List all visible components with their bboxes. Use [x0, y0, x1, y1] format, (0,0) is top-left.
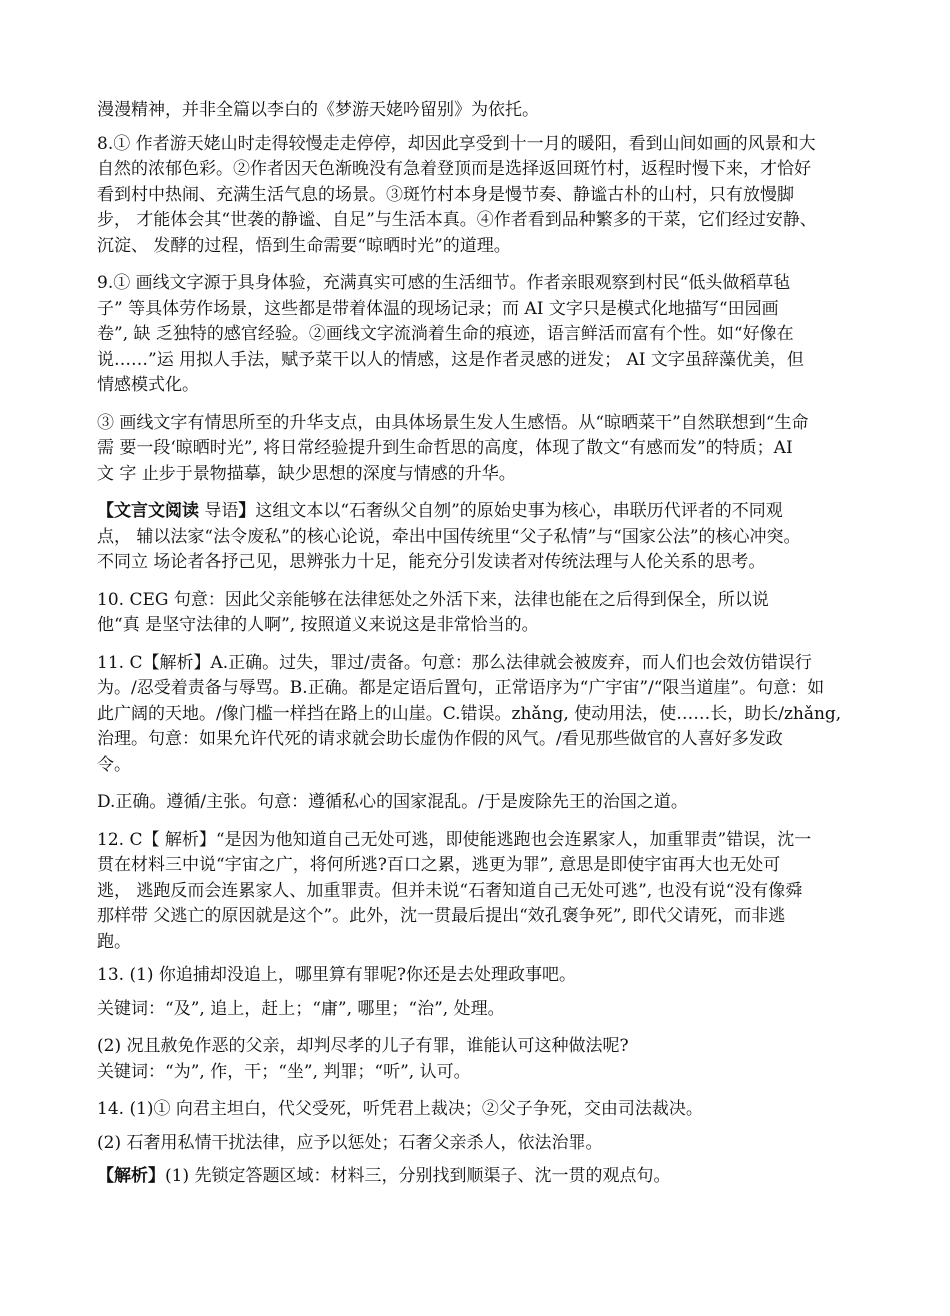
text-line: 子” 等具体劳作场景，这些都是带着体温的现场记录；而 AI 文字只是模式化地描写“田园画 — [97, 298, 779, 319]
text-line: 他“真 是坚守法律的人啊”, 按照道义来说这是非常恰当的。 — [97, 615, 539, 635]
text-line: 文 字 止步于景物描摹，缺少思想的深度与情感的升华。 — [97, 463, 516, 484]
text-line: 11. C【解析】A.正确。过失，罪过/责备。句意：那么法律就会被废弃，而人们也会效仿错误行 — [97, 652, 812, 673]
answer-9-part1 — [97, 271, 872, 399]
text-line — [97, 1164, 872, 1190]
text-line: (2) 况且赦免作恶的父亲，却判尽孝的儿子有罪，谁能认可这种做法呢? — [97, 1036, 629, 1056]
answer-11 — [97, 651, 872, 779]
text-line: 沉淀、 发酵的过程，悟到生命需要“晾晒时光”的道理。 — [97, 235, 511, 256]
section-heading-suffix: 导语 — [199, 501, 239, 521]
text-line: 步， 才能体会其“世袭的静谧、自足”与生活本真。④作者看到品种繁多的干菜，它们经过安静、 — [97, 210, 817, 230]
answer-10 — [97, 588, 872, 639]
text-line: 卷”, 缺 乏独特的感官经验。②画线文字流淌着生命的痕迹，语言鲜活而富有个性。如“好像在 — [97, 324, 794, 344]
text-line: 不同立 场论者各抒己见，思辨张力十足，能充分引发读者对传统法理与人伦关系的思考。 — [97, 552, 766, 572]
text-line: 8.① 作者游天姥山时走得较慢走走停停，却因此享受到十一月的暖阳，看到山间如画的风景和大 — [97, 133, 816, 154]
text-line: 12. C【 解析】“是因为他知道自己无处可逃，即使能逃跑也会连累家人，加重罪责”错误，沈一 — [97, 829, 812, 850]
text-line: 点， 辅以法家“法令废私”的核心论说，牵出中国传统里“父子私情”与“国家公法”的核心冲突。 — [97, 526, 801, 547]
section-heading-close: 】 — [238, 501, 256, 521]
answer-12 — [97, 828, 872, 956]
text-line: 看到村中热闹、充满生活气息的场景。③斑竹村本身是慢节奏、静谧古朴的山村，只有放慢脚 — [97, 184, 794, 205]
text-line — [97, 499, 872, 525]
text-line: 那样带 父逃亡的原因就是这个”。此外，沈一贯最后提出“效孔褒争死”, 即代父请死，而非逃 — [97, 906, 786, 926]
text-line: 需 要一段‘晾晒时光”, 将日常经验提升到生命哲思的高度，体现了散文“有感而发”的特质；AI — [97, 438, 793, 458]
answer-14-analysis — [97, 1164, 872, 1190]
answer-8 — [97, 132, 872, 260]
text-line: 自然的浓郁色彩。②作者因天色渐晚没有急着登顶而是选择返回斑竹村，返程时慢下来，才恰好 — [97, 159, 811, 179]
classical-reading-intro — [97, 499, 872, 576]
answer-14-1 — [97, 1097, 872, 1123]
answer-13-2 — [97, 1034, 872, 1085]
text-line: 13. (1) 你追捕却没追上，哪里算有罪呢?你还是去处理政事吧。 — [97, 965, 577, 985]
text-line: 逃， 逃跑反而会连累家人、加重罪责。但并未说“石奢知道自己无处可逃”, 也没有说“没有像舜 — [97, 880, 803, 901]
text-line: (1) 先锁定答题区域：材料三，分别找到顺渠子、沈一贯的观点句。 — [165, 1166, 671, 1186]
text-line: 漫漫精神，并非全篇以李白的《梦游天姥吟留别》为依托。 — [97, 100, 539, 120]
text-line: 说……”运 用拟人手法，赋予菜干以人的情感，这是作者灵感的迸发； AI 文字虽辞藻优美，但 — [97, 349, 804, 370]
text-line: (2) 石奢用私情干扰法律，应予以惩处；石奢父亲杀人，依法治罪。 — [97, 1132, 603, 1153]
answer-13-keywords-1 — [97, 997, 872, 1023]
section-heading: 【文言文阅读 — [97, 501, 199, 521]
text-line: 14. (1)① 向君主坦白，代父受死，听凭君上裁决；②父子争死，交由司法裁决。 — [97, 1099, 703, 1119]
text-line: 9.① 画线文字源于具身体验，充满真实可感的生活细节。作者亲眼观察到村民“低头做稻草毡 — [97, 273, 791, 293]
text-line: 为。/忍受着责备与辱骂。B.正确。都是定语后置句，正常语序为“广宇宙”/“限当道崖”。句意：如 — [97, 678, 825, 698]
text-line: 关键词：“为”, 作，干；“坐”, 判罪；“听”, 认可。 — [97, 1061, 471, 1082]
text-line: 这组文本以“石奢纵父自刎”的原始史事为核心，串联历代评者的不同观 — [255, 501, 783, 521]
text-line: 情感模式化。 — [97, 375, 199, 395]
answer-11-d — [97, 790, 872, 816]
text-line: 跑。 — [97, 931, 131, 952]
text-line: 令。 — [97, 754, 131, 775]
text-line: D.正确。遵循/主张。句意：遵循私心的国家混乱。/于是废除先王的治国之道。 — [97, 792, 688, 812]
text-line: 10. CEG 句意：因此父亲能够在法律惩处之外活下来，法律也能在之后得到保全，所以说 — [97, 589, 769, 610]
answer-13-1 — [97, 963, 872, 989]
analysis-label: 【解析】 — [97, 1166, 165, 1186]
document-page — [97, 98, 872, 1190]
text-line: 此广阔的天地。/像门槛一样挡在路上的山崖。C.错误。zhǎng, 使动用法，使……长，助长/zhǎng, — [97, 703, 842, 724]
text-line: 贯在材料三中说“宇宙之广，将何所逃?百口之累，逃更为罪”, 意思是即使宇宙再大也无处可 — [97, 855, 781, 875]
text-line: ③ 画线文字有情思所至的升华支点，由具体场景生发人生感悟。从“晾晒菜干”自然联想到“生命 — [97, 412, 809, 433]
paragraph-continuation — [97, 98, 872, 124]
text-line: 治理。句意：如果允许代死的请求就会助长虚伪作假的风气。/看见那些做官的人喜好多发政 — [97, 729, 783, 749]
answer-14-2 — [97, 1131, 872, 1157]
text-line: 关键词：“及”, 追上，赶上；“庸”, 哪里；“治”, 处理。 — [97, 998, 505, 1019]
answer-9-part2 — [97, 411, 872, 488]
